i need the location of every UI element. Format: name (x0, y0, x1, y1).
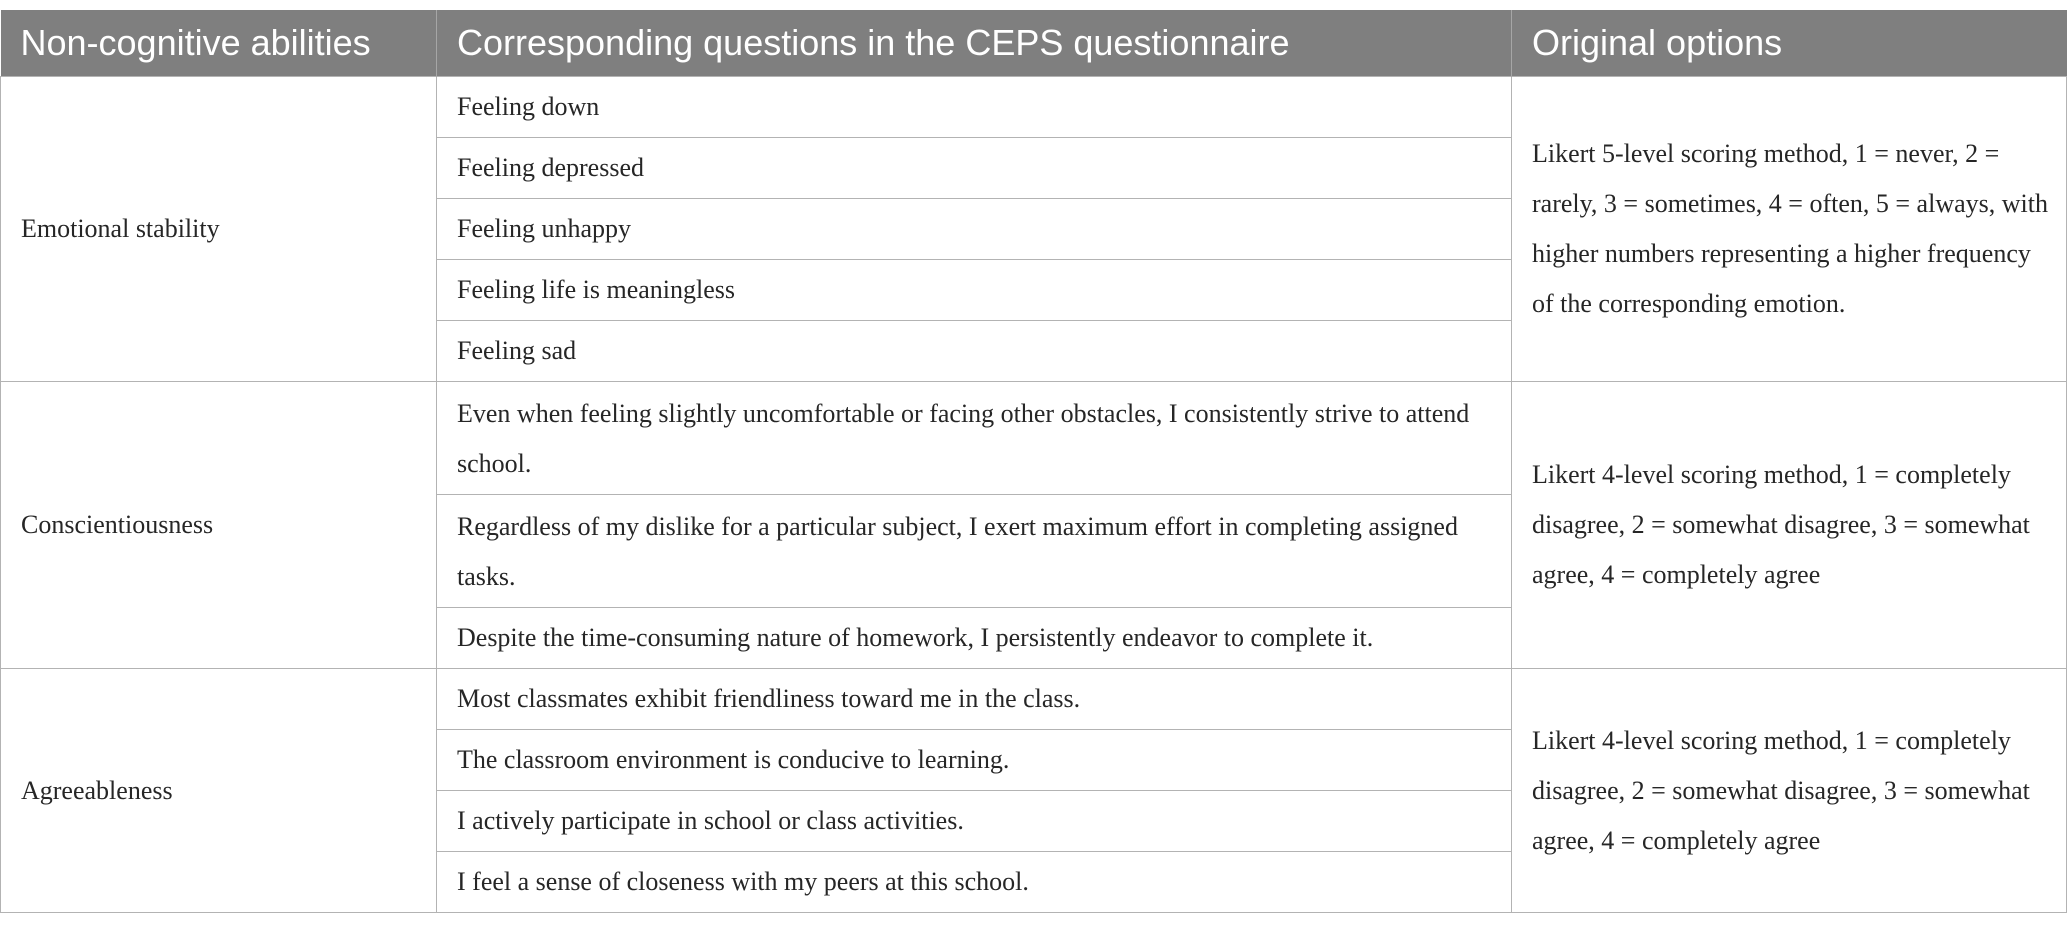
table-row (1, 77, 2067, 138)
ability-cell: Agreeableness (1, 669, 437, 913)
question-cell: Feeling down (437, 77, 1512, 138)
question-cell: Regardless of my dislike for a particular subject, I exert maximum effort in completing assigned tasks. (437, 495, 1512, 608)
question-cell: I feel a sense of closeness with my peers at this school. (437, 852, 1512, 913)
ability-cell: Conscientiousness (1, 382, 437, 669)
table-container (0, 10, 2067, 913)
table-row (1, 669, 2067, 730)
question-cell: Most classmates exhibit friendliness toward me in the class. (437, 669, 1512, 730)
question-cell: Even when feeling slightly uncomfortable or facing other obstacles, I consistently strive to attend school. (437, 382, 1512, 495)
question-cell: Feeling unhappy (437, 199, 1512, 260)
question-cell: Despite the time-consuming nature of homework, I persistently endeavor to complete it. (437, 608, 1512, 669)
options-cell: Likert 4-level scoring method, 1 = completely disagree, 2 = somewhat disagree, 3 = somewhat agree, 4 = completely agree (1512, 382, 2067, 669)
abilities-table (0, 10, 2067, 913)
header-row (1, 10, 2067, 77)
table-row (1, 382, 2067, 495)
question-cell: The classroom environment is conducive to learning. (437, 730, 1512, 791)
options-cell: Likert 4-level scoring method, 1 = completely disagree, 2 = somewhat disagree, 3 = somewhat agree, 4 = completely agree (1512, 669, 2067, 913)
header-original-options: Original options (1512, 10, 2067, 77)
header-non-cognitive-abilities: Non-cognitive abilities (1, 10, 437, 77)
header-ceps-questions: Corresponding questions in the CEPS questionnaire (437, 10, 1512, 77)
question-cell: Feeling depressed (437, 138, 1512, 199)
options-cell: Likert 5-level scoring method, 1 = never, 2 = rarely, 3 = sometimes, 4 = often, 5 = always, with higher numbers representing a higher frequency of the corresponding emotion. (1512, 77, 2067, 382)
ability-cell: Emotional stability (1, 77, 437, 382)
question-cell: I actively participate in school or class activities. (437, 791, 1512, 852)
question-cell: Feeling sad (437, 321, 1512, 382)
question-cell: Feeling life is meaningless (437, 260, 1512, 321)
